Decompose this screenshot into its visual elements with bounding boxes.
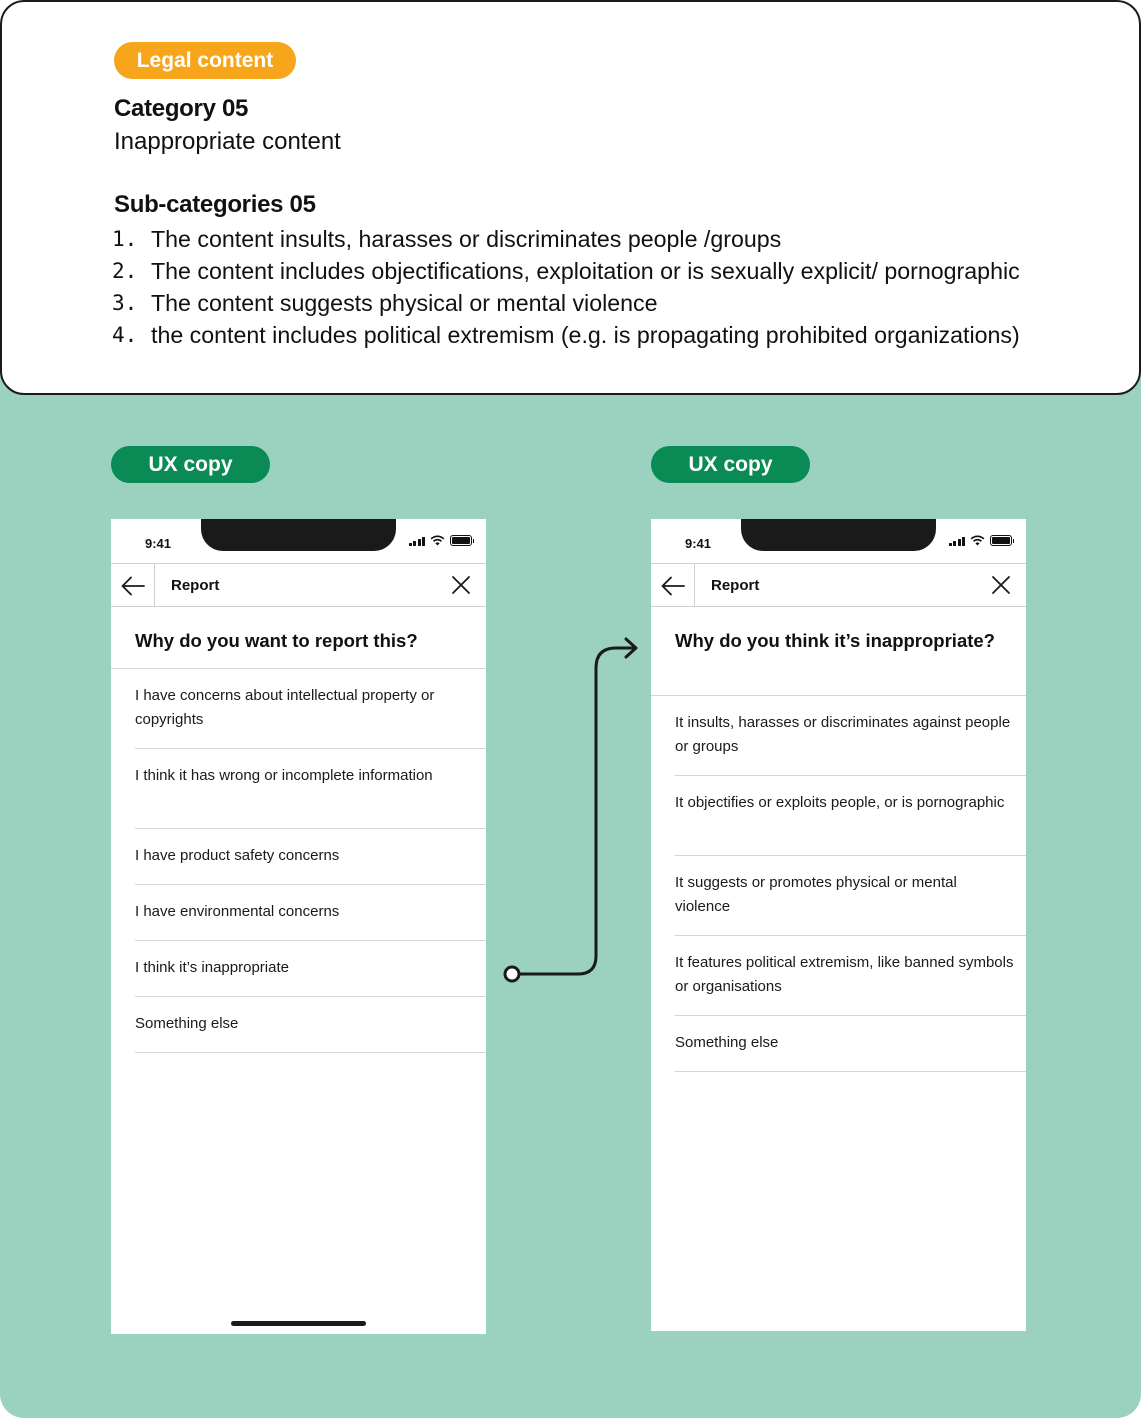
nav-title: Report: [171, 577, 220, 594]
subcategory-item: [112, 287, 1020, 319]
reason-option[interactable]: I have environmental concerns: [135, 885, 486, 941]
phone-screen-inappropriate-reasons: [651, 519, 1026, 1331]
reason-option[interactable]: It insults, harasses or discriminates against people or groups: [675, 696, 1026, 776]
reason-option[interactable]: I think it has wrong or incomplete information: [135, 749, 486, 829]
phone-notch: [741, 519, 936, 551]
status-bar: [111, 519, 486, 563]
reason-options-list: [135, 669, 486, 1053]
nav-title: Report: [711, 577, 760, 594]
close-icon: [991, 575, 1011, 595]
question-heading: Why do you think it’s inappropriate?: [651, 607, 1026, 696]
subcategories-list: [112, 223, 1020, 351]
close-button[interactable]: [990, 574, 1012, 596]
close-button[interactable]: [450, 574, 472, 596]
subcategory-text: The content insults, harasses or discriminates people /groups: [151, 225, 782, 252]
back-button[interactable]: [651, 564, 695, 607]
reason-option[interactable]: I have product safety concerns: [135, 829, 486, 885]
status-time: 9:41: [685, 536, 712, 551]
status-icons: [949, 535, 1013, 546]
status-icons: [409, 535, 473, 546]
phone-screen-report-reasons: [111, 519, 486, 1334]
flow-connector-arrow: [498, 630, 648, 990]
close-icon: [451, 575, 471, 595]
back-button[interactable]: [111, 564, 155, 607]
question-heading: Why do you want to report this?: [111, 607, 486, 669]
reason-option[interactable]: I have concerns about intellectual property or copyrights: [135, 669, 486, 749]
arrow-left-icon: [660, 576, 686, 596]
legal-content-badge: Legal content: [114, 42, 296, 79]
wifi-icon: [970, 535, 985, 546]
subcategory-number: 3.: [112, 291, 138, 315]
ux-copy-badge-right: UX copy: [651, 446, 810, 483]
reason-option[interactable]: It features political extremism, like banned symbols or organisations: [675, 936, 1026, 1016]
subcategory-number: 1.: [112, 227, 138, 251]
reason-option[interactable]: It objectifies or exploits people, or is pornographic: [675, 776, 1026, 856]
subcategory-item: [112, 319, 1020, 351]
reason-option[interactable]: Something else: [675, 1016, 1026, 1072]
subcategory-text: the content includes political extremism (e.g. is propagating prohibited organizations): [151, 321, 1020, 348]
subcategory-number: 2.: [112, 259, 138, 283]
subcategory-text: The content includes objectifications, exploitation or is sexually explicit/ pornographic: [151, 257, 1020, 284]
reason-option[interactable]: Something else: [135, 997, 486, 1053]
wifi-icon: [430, 535, 445, 546]
category-name: Inappropriate content: [114, 128, 341, 155]
category-title: Category 05: [114, 95, 249, 122]
subcategories-title: Sub-categories 05: [114, 191, 316, 218]
subcategory-item: [112, 255, 1020, 287]
home-indicator: [231, 1321, 366, 1326]
reason-option[interactable]: It suggests or promotes physical or mental violence: [675, 856, 1026, 936]
arrow-left-icon: [120, 576, 146, 596]
cellular-signal-icon: [409, 536, 426, 546]
ux-copy-badge-left: UX copy: [111, 446, 270, 483]
nav-bar: [651, 563, 1026, 607]
reason-options-list: [675, 696, 1026, 1072]
subcategory-text: The content suggests physical or mental violence: [151, 289, 658, 316]
subcategory-item: [112, 223, 1020, 255]
subcategory-number: 4.: [112, 323, 138, 347]
status-time: 9:41: [145, 536, 172, 551]
phone-notch: [201, 519, 396, 551]
reason-option-inappropriate[interactable]: I think it’s inappropriate: [135, 941, 486, 997]
nav-bar: [111, 563, 486, 607]
cellular-signal-icon: [949, 536, 966, 546]
battery-icon: [990, 535, 1012, 546]
legal-content-card: [0, 0, 1141, 395]
battery-icon: [450, 535, 472, 546]
status-bar: [651, 519, 1026, 563]
